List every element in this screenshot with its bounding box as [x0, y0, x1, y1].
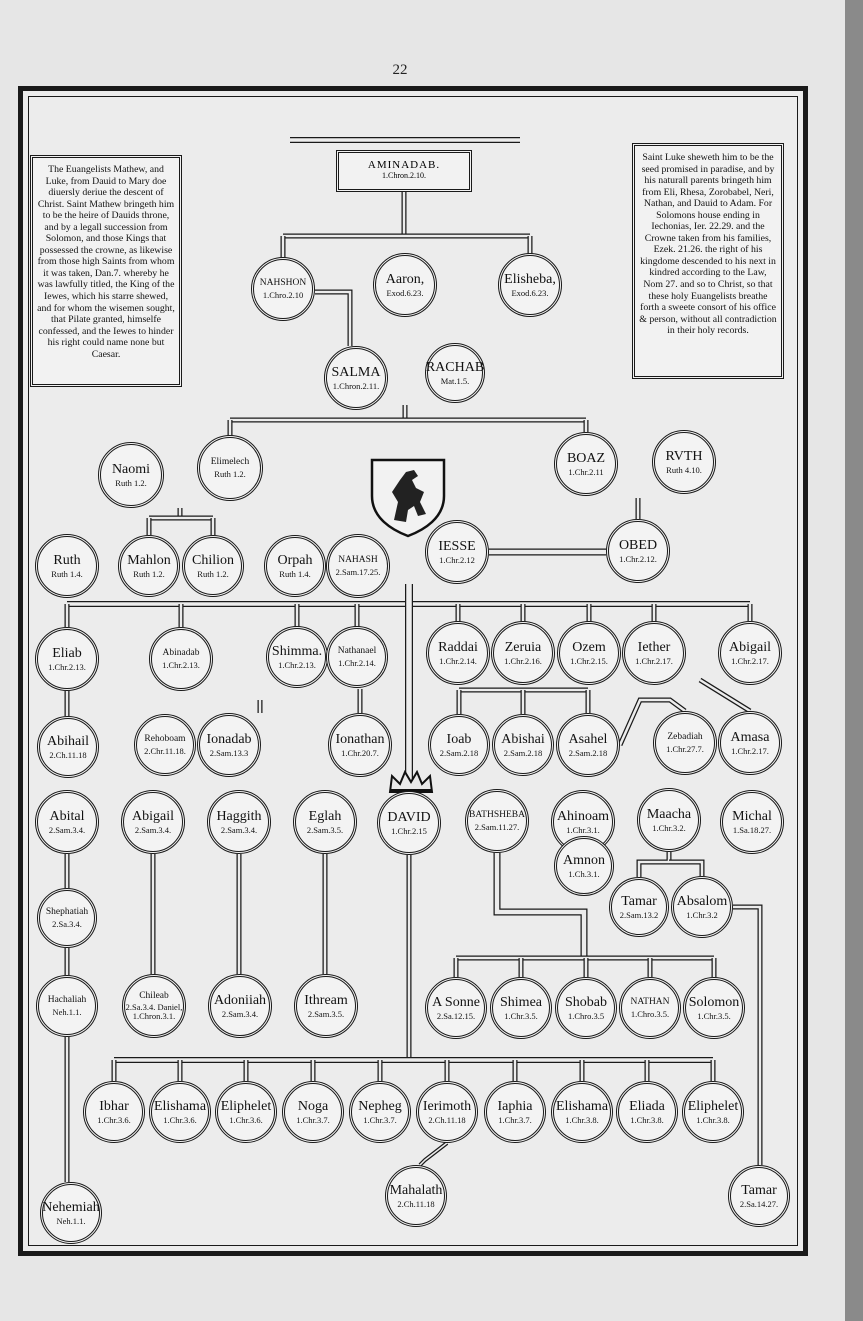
connector-line	[669, 862, 702, 876]
person-name: Asahel	[568, 731, 608, 747]
connector-line	[639, 852, 669, 877]
person-name: Zeruia	[504, 639, 542, 655]
person-node-adoniiah	[208, 974, 272, 1038]
person-node-shobab	[555, 977, 617, 1039]
person-node-chileab	[122, 974, 186, 1038]
person-reference: Ruth 1.2.	[115, 477, 147, 488]
person-node-tamar2	[728, 1165, 790, 1227]
person-node-nahshon	[251, 257, 315, 321]
person-reference: 1.Chr.2.12	[439, 554, 475, 565]
person-node-obed	[606, 519, 670, 583]
person-name: SALMA	[331, 364, 381, 380]
person-node-iaphia	[484, 1081, 546, 1143]
person-reference: 1.Chr.3.7.	[296, 1114, 330, 1125]
person-node-shimea	[490, 977, 552, 1039]
person-name: Amnon	[563, 852, 605, 868]
person-name: Ionadab	[206, 731, 252, 747]
person-name: Ahinoam	[556, 808, 610, 824]
person-name: Ierimoth	[422, 1098, 472, 1114]
person-node-elisheba	[498, 253, 562, 317]
person-name: Eliphelet	[687, 1098, 739, 1114]
person-name: Shimma.	[271, 643, 323, 659]
person-name: Amasa	[730, 729, 770, 745]
person-name: Shobab	[565, 994, 607, 1010]
person-node-nahash	[326, 534, 390, 598]
person-name: Tamar	[741, 1182, 777, 1198]
person-name: Rehoboam	[144, 734, 186, 744]
person-name: Eglah	[308, 808, 342, 824]
person-node-mahlon	[118, 535, 180, 597]
person-reference: 2.Sam.13.2	[619, 909, 659, 920]
person-name: Aaron,	[385, 271, 425, 287]
person-name: NATHAN	[630, 997, 670, 1007]
person-name: Chileab	[139, 990, 169, 1001]
person-reference: 2.Sa.3.4.	[52, 918, 82, 929]
person-node-eliada	[616, 1081, 678, 1143]
person-reference: 1.Chr.2.11	[568, 466, 604, 477]
person-name: Ibhar	[99, 1098, 129, 1114]
person-reference: 2.Sam.3.5.	[307, 1008, 345, 1019]
person-node-david	[377, 791, 441, 855]
person-reference: 2.Sam.17.25.	[335, 566, 381, 577]
person-name: Eliada	[629, 1098, 665, 1114]
person-name: Nathanael	[337, 646, 377, 656]
person-reference: 1.Chr.2.17.	[731, 745, 769, 756]
person-name: Elishama	[153, 1098, 207, 1114]
person-reference: 2.Sam.2.18	[568, 747, 608, 758]
person-reference: 1.Chr.27.7.	[666, 743, 704, 754]
person-node-mahalath	[385, 1165, 447, 1227]
person-name: Ionathan	[335, 731, 385, 747]
page-number: 22	[392, 62, 408, 78]
person-node-boaz	[554, 432, 618, 496]
person-node-ruth	[35, 534, 99, 598]
connector-line-inner	[315, 292, 350, 346]
person-name: Ruth	[53, 552, 81, 568]
person-reference: 1.Chro.3.5	[567, 1010, 605, 1021]
person-reference: 2.Sa.12.15.	[436, 1010, 476, 1021]
person-reference: 1.Chr.3.8.	[565, 1114, 599, 1125]
person-node-nathan	[619, 977, 681, 1039]
person-reference: 1.Chron.2.11.	[332, 380, 380, 391]
person-node-solomon	[683, 977, 745, 1039]
person-reference: 2.Sam.3.4.	[134, 824, 172, 835]
person-reference: 1.Chr.2.17.	[635, 655, 673, 666]
person-node-salma	[324, 346, 388, 410]
person-node-orpah	[264, 535, 326, 597]
person-name: NAHASH	[338, 555, 378, 565]
person-name: Orpah	[277, 552, 313, 568]
person-node-ozem	[557, 621, 621, 685]
person-reference: 2.Sam.2.18	[439, 747, 479, 758]
person-reference: Ruth 1.2.	[133, 568, 165, 579]
person-reference: 1.Chro.2.10	[262, 289, 304, 300]
person-reference: 1.Chr.3.5.	[504, 1010, 538, 1021]
person-name: NAHSHON	[259, 278, 307, 288]
person-name: A Sonne	[432, 994, 480, 1010]
person-name: Abigail	[132, 808, 174, 824]
person-node-shimma	[266, 626, 328, 688]
person-name: IESSE	[438, 538, 476, 554]
person-name: Elisheba,	[504, 271, 556, 287]
person-name: Nehemiah	[42, 1199, 100, 1215]
person-reference: 2.Sa.3.4. Daniel, 1.Chron.3.1.	[125, 1002, 183, 1021]
person-name: Zebadiah	[667, 732, 703, 742]
person-node-eliab	[35, 627, 99, 691]
person-name: Ioab	[446, 731, 472, 747]
title-ref: 1.Chron.2.10.	[382, 171, 426, 180]
person-reference: 1.Chr.3.8.	[696, 1114, 730, 1125]
person-name: Maacha	[646, 806, 692, 822]
person-node-iesse	[425, 520, 489, 584]
person-name: BOAZ	[566, 450, 606, 466]
person-name: Solomon	[688, 994, 740, 1010]
person-reference: 2.Sam.3.4.	[48, 824, 86, 835]
person-name: Chilion	[191, 552, 234, 568]
person-node-bathsheba	[465, 789, 529, 853]
person-reference: 1.Chr.2.13.	[162, 659, 200, 670]
person-reference: 2.Ch.11.18	[397, 1198, 435, 1209]
person-reference: 1.Ch.3.1.	[568, 868, 600, 879]
person-name: Haggith	[216, 808, 262, 824]
person-reference: Neh.1.1.	[56, 1215, 86, 1226]
person-reference: 1.Chr.2.13.	[278, 659, 316, 670]
person-node-elishama1	[149, 1081, 211, 1143]
person-name: DAVID	[387, 809, 431, 825]
person-node-amnon	[554, 836, 614, 896]
person-reference: Ruth 1.4.	[279, 568, 311, 579]
person-reference: Exod.6.23.	[386, 287, 424, 298]
connector-line	[315, 292, 350, 346]
person-node-iether	[622, 621, 686, 685]
person-node-ithream	[294, 974, 358, 1038]
connector-line-inner	[420, 1143, 447, 1165]
person-node-ionadab	[197, 713, 261, 777]
person-reference: 2.Sam.13.3	[209, 747, 249, 758]
person-node-abinadab	[149, 627, 213, 691]
person-node-ibhar	[83, 1081, 145, 1143]
person-node-ionathan	[328, 713, 392, 777]
person-reference: 1.Chr.3.7.	[363, 1114, 397, 1125]
person-reference: 1.Chr.2.16.	[504, 655, 542, 666]
person-reference: Ruth 4.10.	[666, 464, 702, 475]
person-node-abital	[35, 790, 99, 854]
person-node-eliphelet2	[682, 1081, 744, 1143]
person-node-eliphelet1	[215, 1081, 277, 1143]
person-reference: Ruth 1.2.	[214, 468, 246, 479]
person-node-abigail-r	[718, 621, 782, 685]
person-name: Abigail	[729, 639, 771, 655]
person-reference: 1.Chro.3.5.	[630, 1008, 670, 1019]
person-reference: 1.Chr.2.14.	[338, 657, 376, 668]
person-reference: 2.Ch.11.18	[428, 1114, 466, 1125]
person-node-chilion	[182, 535, 244, 597]
person-name: RACHAB	[425, 359, 485, 375]
person-node-ierimoth	[416, 1081, 478, 1143]
person-reference: 2.Sam.3.4.	[221, 1008, 259, 1019]
person-node-hachaliah	[36, 975, 98, 1037]
person-reference: 1.Chr.3.5.	[697, 1010, 731, 1021]
person-reference: 1.Chr.2.15	[391, 825, 427, 836]
person-name: RVTH	[665, 448, 703, 464]
person-name: Michal	[732, 808, 772, 824]
person-name: Tamar	[621, 893, 657, 909]
person-node-ruth-top	[652, 430, 716, 494]
person-reference: 1.Chr.2.15.	[570, 655, 608, 666]
person-name: Naomi	[111, 461, 151, 477]
person-reference: 2.Sam.3.4.	[220, 824, 258, 835]
person-name: Absalom	[676, 893, 728, 909]
person-reference: 2.Ch.11.18	[49, 749, 87, 760]
person-reference: 2.Sam.3.5.	[306, 824, 344, 835]
person-reference: Neh.1.1.	[52, 1006, 82, 1017]
person-node-aaron	[373, 253, 437, 317]
person-reference: 1.Chr.2.13.	[48, 661, 86, 672]
person-name: Noga	[297, 1098, 329, 1114]
person-node-tamar1	[609, 877, 669, 937]
person-name: Nepheg	[358, 1098, 402, 1114]
person-node-elimelech	[197, 435, 263, 501]
person-node-rehoboam	[134, 714, 196, 776]
person-reference: 1.Chr.2.14.	[439, 655, 477, 666]
lion-shield-icon	[370, 458, 446, 538]
person-reference: 1.Sa.18.27.	[732, 824, 772, 835]
title-name: AMINADAB.	[367, 159, 441, 171]
person-node-ioab	[428, 714, 490, 776]
person-node-eglah	[293, 790, 357, 854]
person-reference: 2.Sam.11.27.	[474, 821, 520, 832]
person-node-zeruia	[491, 621, 555, 685]
person-reference: 1.Chr.3.6.	[229, 1114, 263, 1125]
person-node-abigail	[121, 790, 185, 854]
person-name: Ithream	[304, 992, 348, 1008]
person-node-nehemiah	[40, 1182, 102, 1244]
person-node-rachab	[425, 343, 485, 403]
person-name: Iaphia	[497, 1098, 533, 1114]
person-node-haggith	[207, 790, 271, 854]
person-name: Elishama	[555, 1098, 609, 1114]
person-node-maacha	[637, 788, 701, 852]
person-node-asahel	[556, 713, 620, 777]
person-reference: 1.Chr.20.7.	[341, 747, 379, 758]
person-node-shephatiah	[37, 888, 97, 948]
person-node-nathanael	[326, 626, 388, 688]
person-node-elishama2	[551, 1081, 613, 1143]
person-reference: 1.Chr.3.2	[686, 909, 718, 920]
person-name: Ozem	[572, 639, 606, 655]
person-name: Elimelech	[210, 457, 250, 467]
person-name: Mahalath	[389, 1182, 443, 1198]
person-node-michal	[720, 790, 784, 854]
person-reference: 1.Chr.3.1.	[566, 824, 600, 835]
person-node-nepheg	[349, 1081, 411, 1143]
person-name: Abihail	[47, 733, 89, 749]
person-node-abihail	[37, 716, 99, 778]
person-reference: 1.Chr.3.8.	[630, 1114, 664, 1125]
person-reference: 1.Chr.3.6.	[97, 1114, 131, 1125]
right-text-panel: Saint Luke sheweth him to be the seed promised in paradise, and by his naturall parents bringeth him from Eli, Rhesa, Zorobabel, Neri, Nathan, and Dauid to Adam. For Solomons house ending in Iechonias, Ier. 22.29. and the Crowne taken from his families, Ezek. 21.26. the right of his kingdome descended to his next in kindred according to the Law, Nom 27. and so to Christ, so that these holy Euangelists breathe forth a sweete consort of his office & person, without all contradiction in their holy records.	[632, 143, 784, 379]
person-node-asonne	[425, 977, 487, 1039]
person-name: Abinadab	[162, 648, 200, 658]
person-name: Shimea	[500, 994, 542, 1010]
person-reference: Exod.6.23.	[511, 287, 549, 298]
person-name: BATHSHEBA	[469, 810, 525, 820]
person-reference: 1.Chr.3.7.	[498, 1114, 532, 1125]
person-name: Eliphelet	[220, 1098, 272, 1114]
person-name: Abishai	[501, 731, 545, 747]
person-reference: 1.Chr.2.12.	[619, 553, 657, 564]
person-reference: 1.Chr.3.2.	[652, 822, 686, 833]
person-name: Iether	[637, 639, 671, 655]
person-name: OBED	[618, 537, 658, 553]
person-reference: 2.Chr.11.18.	[144, 745, 186, 756]
person-name: Raddai	[438, 639, 478, 655]
person-node-noga	[282, 1081, 344, 1143]
person-reference: 1.Chr.2.17.	[731, 655, 769, 666]
person-node-absalom	[671, 876, 733, 938]
person-name: Hachaliah	[47, 995, 87, 1005]
person-reference: 2.Sa.14.27.	[739, 1198, 779, 1209]
person-reference: 1.Chr.3.6.	[163, 1114, 197, 1125]
person-name: Mahlon	[127, 552, 171, 568]
person-node-raddai	[426, 621, 490, 685]
person-name: Abital	[49, 808, 85, 824]
connector-line-inner	[700, 680, 750, 711]
person-node-abishai	[492, 714, 554, 776]
person-name: Adoniiah	[213, 992, 267, 1008]
person-node-amasa	[718, 711, 782, 775]
person-name: Shephatiah	[45, 907, 89, 917]
person-reference: Mat.1.5.	[440, 375, 470, 386]
person-reference: Ruth 1.2.	[197, 568, 229, 579]
aminadab-title-box	[336, 150, 472, 192]
person-reference: 2.Sam.2.18	[503, 747, 543, 758]
person-node-naomi	[98, 442, 164, 508]
person-node-zebadiah	[653, 711, 717, 775]
person-name: Eliab	[52, 645, 82, 661]
left-text-panel: The Euangelists Mathew, and Luke, from Dauid to Mary doe diuersly deriue the descent of Christ. Saint Mathew bringeth him to be the heire of Dauids throne, and by a legall succession from Solomon, and those Kings that possessed the crowne, as likewise from those high Saints from whom it was taken, Dan.7. whereby he was lawfully titled, the King of the Iewes, which his starre shewed, and for whom the wisemen sought, that Pilate granted, himselfe confessed, and the Iewes to hinder his right could name none but Caesar.	[30, 155, 182, 387]
person-reference: Ruth 1.4.	[51, 568, 83, 579]
